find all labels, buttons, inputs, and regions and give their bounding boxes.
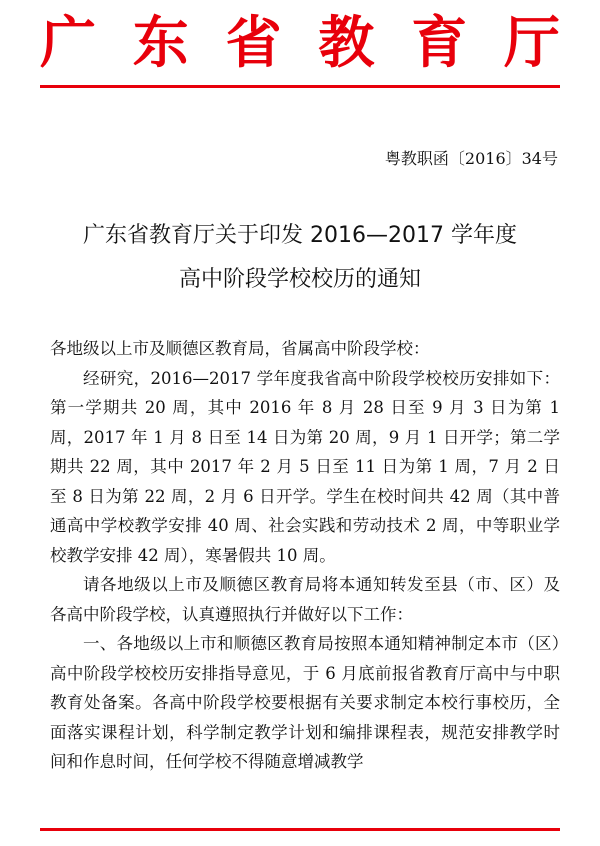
body-paragraph: 一、各地级以上市和顺德区教育局按照本通知精神制定本市（区）高中阶段学校校历安排指导意见，于 6 月底前报省教育厅高中与中职教育处备案。各高中阶段学校要根据有关要求制定本校行事校历，全面落实课程计划，科学制定教学计划和编排课程表，规范安排教学时间和作息时间，任何学校不得随意增减教学 xyxy=(50,634,560,771)
footer-red-rule xyxy=(40,828,560,831)
letterhead-char: 教 xyxy=(318,10,375,76)
title-line-1: 广东省教育厅关于印发 2016—2017 学年度 xyxy=(83,223,517,248)
title-line-2: 高中阶段学校校历的通知 xyxy=(178,267,421,292)
body-paragraph: 经研究，2016—2017 学年度我省高中阶段学校校历安排如下：第一学期共 20 周，其中 2016 年 8 月 28 日至 9 月 3 日为第 1 周，2017 年 1 月 8 日至 14 日为第 20 周，9 月 1 日开学；第二学期共 22 周，其中 2017 年 2 月 5 日至 11 日为第 1 周，7 月 2 日至 8 日为第 22 周，2 月 6 日开学。学生在校时间共 42 周（其中普通高中学校教学安排 40 周、社会实践和劳动技术 2 周，中等职业学校教学安排 42 周），寒暑假共 10 周。 xyxy=(50,368,560,565)
document-title xyxy=(40,214,560,302)
letterhead-char: 东 xyxy=(132,10,189,76)
body-paragraph: 请各地级以上市及顺德区教育局将本通知转发至县（市、区）及各高中阶段学校，认真遵照执行并做好以下工作： xyxy=(50,575,560,624)
letterhead-char: 广 xyxy=(40,10,96,76)
document-body xyxy=(50,334,560,777)
salutation: 各地级以上市及顺德区教育局，省属高中阶段学校： xyxy=(50,339,430,358)
letterhead-title xyxy=(40,8,560,78)
letterhead-char: 厅 xyxy=(503,10,560,76)
document-number: 粤教职函〔2016〕34号 xyxy=(384,149,558,168)
letterhead-red-rule xyxy=(40,85,560,88)
letterhead-char: 省 xyxy=(225,10,282,76)
letterhead-char: 育 xyxy=(411,10,468,76)
